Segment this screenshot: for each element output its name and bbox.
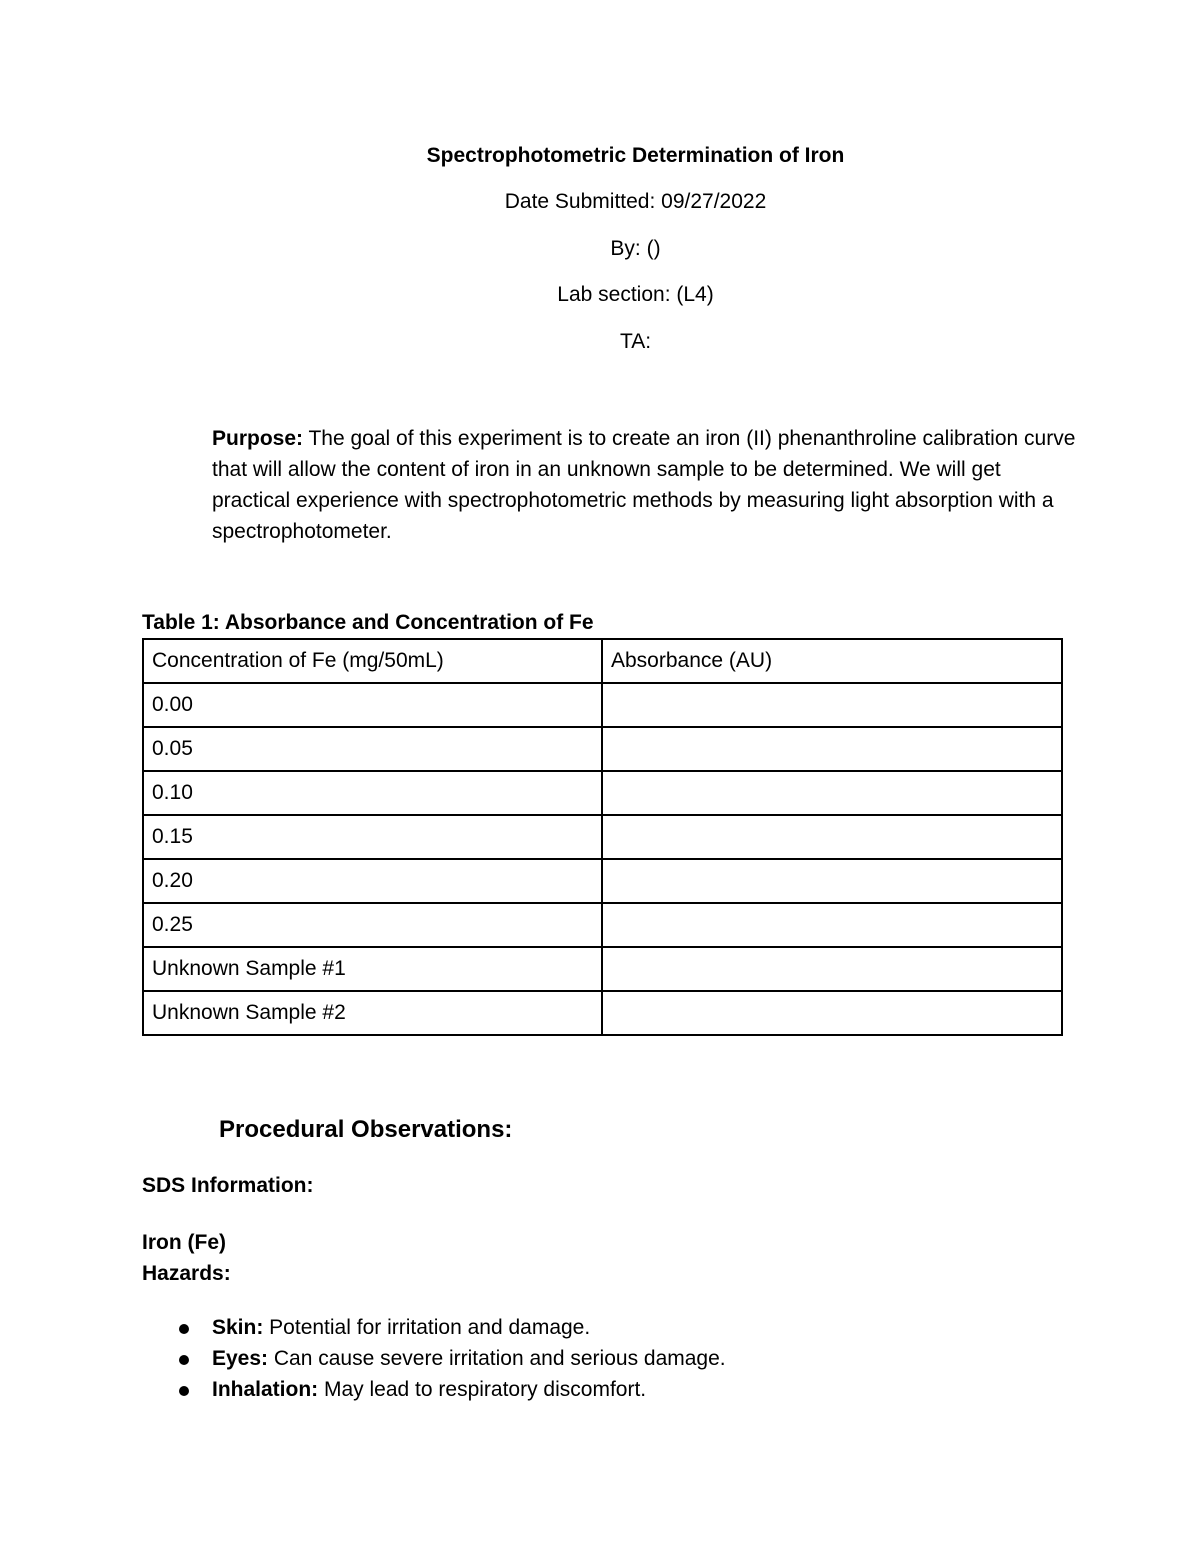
absorbance-cell bbox=[602, 947, 1062, 991]
hazards-heading: Hazards: bbox=[142, 1262, 231, 1285]
absorbance-cell bbox=[602, 903, 1062, 947]
bullet-icon bbox=[179, 1386, 189, 1396]
table-row bbox=[143, 903, 1062, 947]
substance-name: Iron (Fe) bbox=[142, 1231, 226, 1254]
hazards-list bbox=[177, 1312, 726, 1405]
substance-block bbox=[142, 1227, 231, 1289]
sample-cell: Unknown Sample #2 bbox=[143, 991, 602, 1035]
concentration-cell: 0.10 bbox=[143, 771, 602, 815]
absorbance-cell bbox=[602, 991, 1062, 1035]
sds-heading: SDS Information: bbox=[142, 1174, 314, 1197]
hazard-label: Skin: bbox=[212, 1316, 264, 1339]
purpose-label: Purpose: bbox=[212, 427, 304, 450]
hazard-text: Potential for irritation and damage. bbox=[263, 1316, 591, 1339]
list-item bbox=[177, 1374, 726, 1405]
absorbance-table bbox=[142, 638, 1063, 1036]
concentration-cell: 0.15 bbox=[143, 815, 602, 859]
concentration-cell: 0.20 bbox=[143, 859, 602, 903]
absorbance-cell bbox=[602, 683, 1062, 727]
date-submitted: Date Submitted: 09/27/2022 bbox=[504, 190, 767, 213]
absorbance-cell bbox=[602, 771, 1062, 815]
list-item bbox=[177, 1343, 726, 1374]
absorbance-cell bbox=[602, 859, 1062, 903]
procedural-observations-heading: Procedural Observations: bbox=[219, 1116, 513, 1143]
table-row bbox=[143, 727, 1062, 771]
bullet-icon bbox=[179, 1355, 189, 1365]
table-row bbox=[143, 859, 1062, 903]
document-title: Spectrophotometric Determination of Iron bbox=[426, 144, 845, 167]
column-header-absorbance: Absorbance (AU) bbox=[602, 639, 1062, 683]
purpose-text: The goal of this experiment is to create an iron (II) phenanthroline calibration curve that will allow the content of iron in an unknown sample to be determined. We will get practical experience with spectrophotometric methods by measuring light absorption with a spectrophotometer. bbox=[212, 427, 1076, 543]
table-row bbox=[143, 771, 1062, 815]
author-line: By: () bbox=[610, 237, 661, 260]
concentration-cell: 0.00 bbox=[143, 683, 602, 727]
concentration-cell: 0.05 bbox=[143, 727, 602, 771]
sample-cell: Unknown Sample #1 bbox=[143, 947, 602, 991]
absorbance-cell bbox=[602, 727, 1062, 771]
table-caption: Table 1: Absorbance and Concentration of Fe bbox=[142, 611, 594, 634]
purpose-paragraph bbox=[212, 423, 1082, 547]
table-header-row bbox=[143, 639, 1062, 683]
ta-line: TA: bbox=[619, 330, 652, 353]
hazard-text: May lead to respiratory discomfort. bbox=[318, 1378, 647, 1401]
column-header-concentration: Concentration of Fe (mg/50mL) bbox=[143, 639, 602, 683]
list-item bbox=[177, 1312, 726, 1343]
hazard-label: Eyes: bbox=[212, 1347, 269, 1370]
hazard-label: Inhalation: bbox=[212, 1378, 319, 1401]
absorbance-cell bbox=[602, 815, 1062, 859]
table-row bbox=[143, 815, 1062, 859]
lab-section: Lab section: (L4) bbox=[557, 283, 714, 306]
table-row bbox=[143, 947, 1062, 991]
bullet-icon bbox=[179, 1324, 189, 1334]
table-row bbox=[143, 991, 1062, 1035]
table-row bbox=[143, 683, 1062, 727]
concentration-cell: 0.25 bbox=[143, 903, 602, 947]
hazard-text: Can cause severe irritation and serious damage. bbox=[268, 1347, 726, 1370]
